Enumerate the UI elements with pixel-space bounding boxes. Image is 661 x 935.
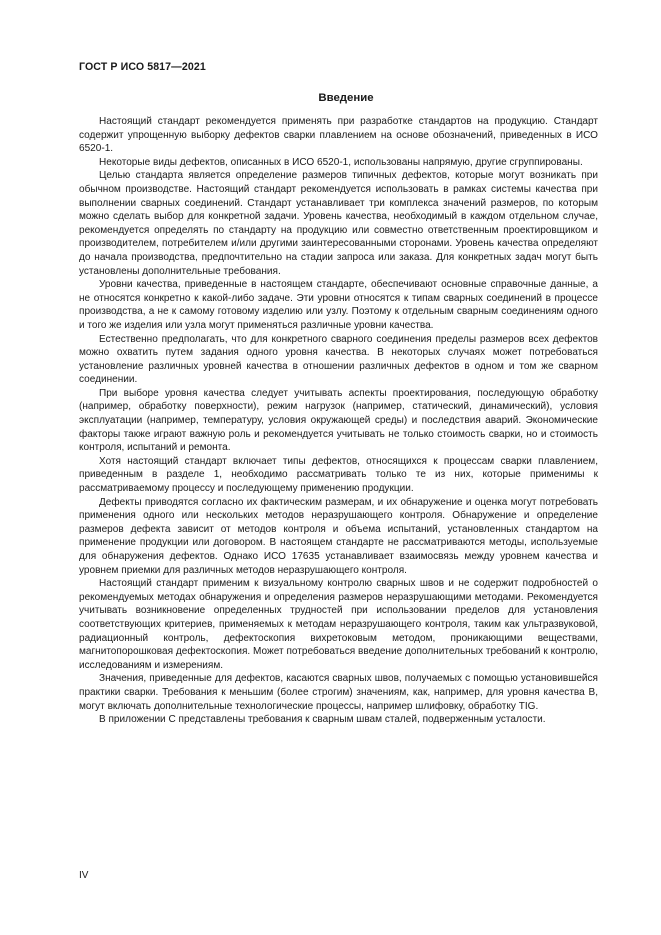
paragraph-5: Естественно предполагать, что для конкретного сварного соединения пределы размеров всех дефектов можно охватить путем задания одного уровня качества. В некоторых случаях может потребоваться установление различных уровней качества в отношении различных дефектов в одном и том же сварном соединении. bbox=[79, 333, 598, 386]
paragraph-8: Дефекты приводятся согласно их фактическим размерам, и их обнаружение и оценка могут потребовать применения одного или нескольких методов неразрушающего контроля. Обнаружение и определение размеров дефекта зависит от методов контроля и объема испытаний, установленных стандартом на применение продукции или договором. В настоящем стандарте не рассматриваются методы, используемые для обнаружения дефектов. Однако ИСО 17635 устанавливает взаимосвязь между уровнем качества и уровнем приемки для различных методов неразрушающего контроля. bbox=[79, 496, 598, 576]
paragraph-3: Целью стандарта является определение размеров типичных дефектов, которые могут возникать при обычном производстве. Настоящий стандарт рекомендуется использовать в рамках системы качества при выполнении сварных соединений. Стандарт устанавливает три комплекса значений размеров, по которым можно сделать выбор для конкретной задачи. Уровень качества, необходимый в каждом отдельном случае, рекомендуется определять по стандарту на продукцию или совместно ответственным проектировщиком и производителем, потребителем и/или другими заинтересованными сторонами. Уровень качества определяют до начала производства, предпочтительно на стадии запроса или заказа. Для конкретных задач могут быть установлены дополнительные требования. bbox=[79, 170, 598, 277]
page-number: IV bbox=[79, 870, 89, 881]
paragraph-1: Настоящий стандарт рекомендуется применять при разработке стандартов на продукцию. Стандарт содержит упрощенную выборку дефектов сварки плавлением на основе обозначений, приведенных в ИСО 6520-1. bbox=[79, 116, 598, 155]
paragraph-11: В приложении C представлены требования к сварным швам сталей, подверженным усталости. bbox=[99, 714, 546, 726]
paragraph-10: Значения, приведенные для дефектов, касаются сварных швов, получаемых с помощью установившейся практики сварки. Требования к меньшим (более строгим) значениям, как, например, для уровня качества B, могут включать дополнительные технологические процессы, например шлифовку, обработку TIG. bbox=[79, 673, 598, 712]
paragraph-7: Хотя настоящий стандарт включает типы дефектов, относящихся к процессам сварки плавлением, приведенным в разделе 1, необходимо рассматривать только те из них, которые применимы к рассматриваемому процессу и последующему применению продукции. bbox=[79, 455, 598, 495]
section-title: Введение bbox=[318, 92, 374, 104]
standard-code-header: ГОСТ Р ИСО 5817—2021 bbox=[79, 61, 206, 73]
document-body bbox=[79, 115, 598, 727]
paragraph-4: Уровни качества, приведенные в настоящем стандарте, обеспечивают основные справочные данные, а не относятся конкретно к какой-либо задаче. Эти уровни относятся к типам сварных соединений в процессе производства, а не к самому готовому изделию или узлу. Поэтому к отдельным сварным соединениям одного и того же изделия или узла могут применяться различные уровни качества. bbox=[79, 279, 598, 331]
paragraph-6: При выборе уровня качества следует учитывать аспекты проектирования, последующую обработку (например, обработку поверхности), режим нагрузок (например, статический, динамический), условия эксплуатации (например, температуру, условия окружающей среды) и последствия аварий. Экономические факторы также играют важную роль и рекомендуется учитывать не только стоимость сварки, но и стоимость контроля, испытаний и ремонта. bbox=[79, 387, 598, 454]
paragraph-9: Настоящий стандарт применим к визуальному контролю сварных швов и не содержит подробностей о рекомендуемых методах обнаружения и определения размеров неразрушающими методами. Рекомендуется учитывать возникновение определенных трудностей при использовании пределов для установления соответствующих критериев, применяемых к методам неразрушающего контроля, таким как ультразвуковой, радиационный контроль, дефектоскопия вихретоковым методом, проникающими веществами, магнитопорошковая дефектоскопия. Может потребоваться введение дополнительных требований к контролю, исследованиям и измерениям. bbox=[79, 578, 598, 671]
paragraph-2: Некоторые виды дефектов, описанных в ИСО 6520-1, использованы напрямую, другие сгруппированы. bbox=[99, 156, 583, 168]
